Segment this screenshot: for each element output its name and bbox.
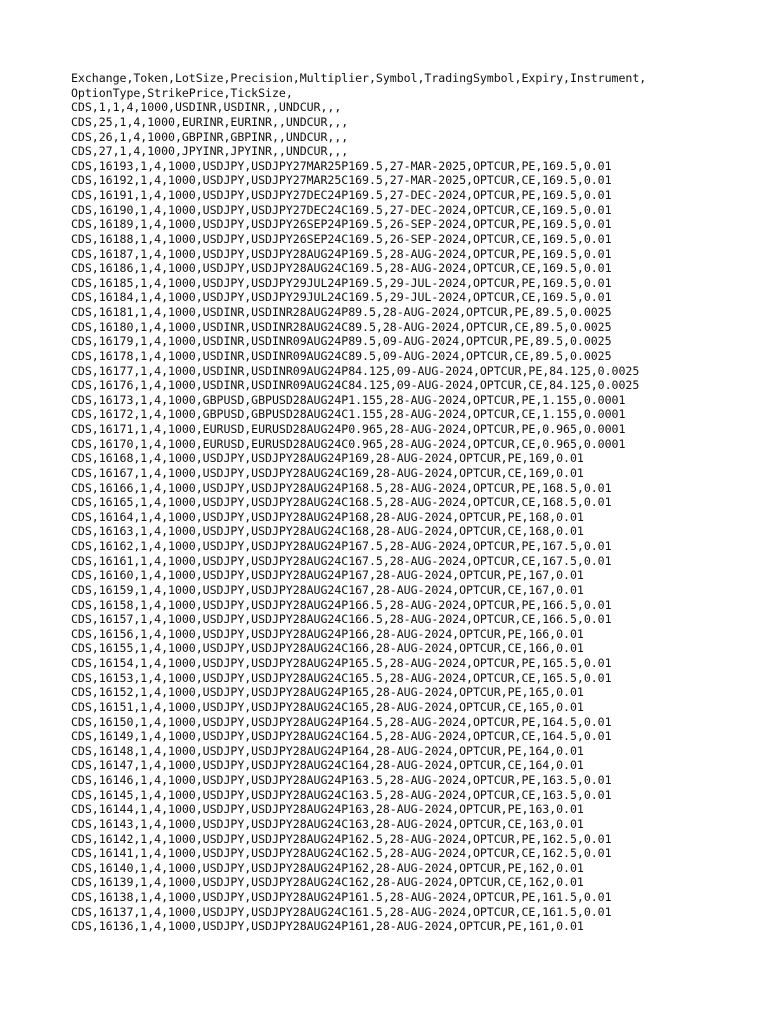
csv-row: CDS,16188,1,4,1000,USDJPY,USDJPY26SEP24C169.5,26-SEP-2024,OPTCUR,CE,169.5,0.01 <box>71 231 612 246</box>
csv-header-line: Exchange,Token,LotSize,Precision,Multiplier,Symbol,TradingSymbol,Expiry,Instrument, <box>71 71 647 85</box>
csv-row: CDS,16179,1,4,1000,USDINR,USDINR09AUG24P89.5,09-AUG-2024,OPTCUR,PE,89.5,0.0025 <box>71 334 612 349</box>
csv-row: CDS,16189,1,4,1000,USDJPY,USDJPY26SEP24P169.5,26-SEP-2024,OPTCUR,PE,169.5,0.01 <box>71 217 612 232</box>
csv-row: CDS,16177,1,4,1000,USDINR,USDINR09AUG24P84.125,09-AUG-2024,OPTCUR,PE,84.125,0.0025 <box>71 363 640 378</box>
csv-row: CDS,16176,1,4,1000,USDINR,USDINR09AUG24C84.125,09-AUG-2024,OPTCUR,CE,84.125,0.0025 <box>71 378 640 393</box>
csv-row: CDS,16153,1,4,1000,USDJPY,USDJPY28AUG24C165.5,28-AUG-2024,OPTCUR,CE,165.5,0.01 <box>71 670 612 685</box>
csv-row: CDS,16156,1,4,1000,USDJPY,USDJPY28AUG24P166,28-AUG-2024,OPTCUR,PE,166,0.01 <box>71 626 584 641</box>
csv-row: CDS,16151,1,4,1000,USDJPY,USDJPY28AUG24C165,28-AUG-2024,OPTCUR,CE,165,0.01 <box>71 699 584 714</box>
csv-row: CDS,16141,1,4,1000,USDJPY,USDJPY28AUG24C162.5,28-AUG-2024,OPTCUR,CE,162.5,0.01 <box>71 846 612 861</box>
csv-row: CDS,16147,1,4,1000,USDJPY,USDJPY28AUG24C164,28-AUG-2024,OPTCUR,CE,164,0.01 <box>71 758 584 773</box>
csv-row: CDS,16149,1,4,1000,USDJPY,USDJPY28AUG24C164.5,28-AUG-2024,OPTCUR,CE,164.5,0.01 <box>71 729 612 744</box>
csv-row: CDS,16192,1,4,1000,USDJPY,USDJPY27MAR25C169.5,27-MAR-2025,OPTCUR,CE,169.5,0.01 <box>71 173 612 188</box>
csv-document <box>71 71 761 934</box>
csv-row: CDS,16193,1,4,1000,USDJPY,USDJPY27MAR25P169.5,27-MAR-2025,OPTCUR,PE,169.5,0.01 <box>71 158 612 173</box>
csv-row: CDS,16190,1,4,1000,USDJPY,USDJPY27DEC24C169.5,27-DEC-2024,OPTCUR,CE,169.5,0.01 <box>71 202 612 217</box>
csv-row: CDS,16165,1,4,1000,USDJPY,USDJPY28AUG24C168.5,28-AUG-2024,OPTCUR,CE,168.5,0.01 <box>71 495 612 510</box>
csv-row: CDS,16187,1,4,1000,USDJPY,USDJPY28AUG24P169.5,28-AUG-2024,OPTCUR,PE,169.5,0.01 <box>71 246 612 261</box>
csv-row: CDS,1,1,4,1000,USDINR,USDINR,,UNDCUR,,, <box>71 100 342 115</box>
csv-row: CDS,16143,1,4,1000,USDJPY,USDJPY28AUG24C163,28-AUG-2024,OPTCUR,CE,163,0.01 <box>71 816 584 831</box>
csv-row: CDS,16138,1,4,1000,USDJPY,USDJPY28AUG24P161.5,28-AUG-2024,OPTCUR,PE,161.5,0.01 <box>71 890 612 904</box>
csv-row: CDS,16136,1,4,1000,USDJPY,USDJPY28AUG24P161,28-AUG-2024,OPTCUR,PE,161,0.01 <box>71 919 584 934</box>
csv-row: CDS,16152,1,4,1000,USDJPY,USDJPY28AUG24P165,28-AUG-2024,OPTCUR,PE,165,0.01 <box>71 685 584 700</box>
csv-row: CDS,16172,1,4,1000,GBPUSD,GBPUSD28AUG24C1.155,28-AUG-2024,OPTCUR,CE,1.155,0.0001 <box>71 407 626 422</box>
csv-row: CDS,16164,1,4,1000,USDJPY,USDJPY28AUG24P168,28-AUG-2024,OPTCUR,PE,168,0.01 <box>71 509 584 524</box>
csv-row: CDS,16157,1,4,1000,USDJPY,USDJPY28AUG24C166.5,28-AUG-2024,OPTCUR,CE,166.5,0.01 <box>71 612 612 627</box>
csv-row: CDS,16148,1,4,1000,USDJPY,USDJPY28AUG24P164,28-AUG-2024,OPTCUR,PE,164,0.01 <box>71 743 584 758</box>
csv-row: CDS,27,1,4,1000,JPYINR,JPYINR,,UNDCUR,,, <box>71 144 349 159</box>
csv-row: CDS,16158,1,4,1000,USDJPY,USDJPY28AUG24P166.5,28-AUG-2024,OPTCUR,PE,166.5,0.01 <box>71 597 612 612</box>
csv-row: CDS,16140,1,4,1000,USDJPY,USDJPY28AUG24P162,28-AUG-2024,OPTCUR,PE,162,0.01 <box>71 860 584 875</box>
csv-row: CDS,16139,1,4,1000,USDJPY,USDJPY28AUG24C162,28-AUG-2024,OPTCUR,CE,162,0.01 <box>71 875 584 890</box>
csv-header-line: OptionType,StrikePrice,TickSize, <box>71 85 293 100</box>
csv-row: CDS,16171,1,4,1000,EURUSD,EURUSD28AUG24P0.965,28-AUG-2024,OPTCUR,PE,0.965,0.0001 <box>71 422 626 436</box>
csv-row: CDS,16178,1,4,1000,USDINR,USDINR09AUG24C89.5,09-AUG-2024,OPTCUR,CE,89.5,0.0025 <box>71 348 612 363</box>
csv-row: CDS,16191,1,4,1000,USDJPY,USDJPY27DEC24P169.5,27-DEC-2024,OPTCUR,PE,169.5,0.01 <box>71 188 612 202</box>
csv-row: CDS,16162,1,4,1000,USDJPY,USDJPY28AUG24P167.5,28-AUG-2024,OPTCUR,PE,167.5,0.01 <box>71 539 612 553</box>
csv-row: CDS,16181,1,4,1000,USDINR,USDINR28AUG24P89.5,28-AUG-2024,OPTCUR,PE,89.5,0.0025 <box>71 305 612 319</box>
csv-row: CDS,16161,1,4,1000,USDJPY,USDJPY28AUG24C167.5,28-AUG-2024,OPTCUR,CE,167.5,0.01 <box>71 553 612 568</box>
csv-row: CDS,16173,1,4,1000,GBPUSD,GBPUSD28AUG24P1.155,28-AUG-2024,OPTCUR,PE,1.155,0.0001 <box>71 392 626 407</box>
csv-row: CDS,16159,1,4,1000,USDJPY,USDJPY28AUG24C167,28-AUG-2024,OPTCUR,CE,167,0.01 <box>71 582 584 597</box>
csv-row: CDS,16186,1,4,1000,USDJPY,USDJPY28AUG24C169.5,28-AUG-2024,OPTCUR,CE,169.5,0.01 <box>71 261 612 276</box>
csv-row: CDS,16160,1,4,1000,USDJPY,USDJPY28AUG24P167,28-AUG-2024,OPTCUR,PE,167,0.01 <box>71 568 584 583</box>
csv-row: CDS,16137,1,4,1000,USDJPY,USDJPY28AUG24C161.5,28-AUG-2024,OPTCUR,CE,161.5,0.01 <box>71 904 612 919</box>
csv-row: CDS,16167,1,4,1000,USDJPY,USDJPY28AUG24C169,28-AUG-2024,OPTCUR,CE,169,0.01 <box>71 465 584 480</box>
csv-row: CDS,16155,1,4,1000,USDJPY,USDJPY28AUG24C166,28-AUG-2024,OPTCUR,CE,166,0.01 <box>71 641 584 656</box>
csv-row: CDS,16144,1,4,1000,USDJPY,USDJPY28AUG24P163,28-AUG-2024,OPTCUR,PE,163,0.01 <box>71 802 584 817</box>
csv-row: CDS,16154,1,4,1000,USDJPY,USDJPY28AUG24P165.5,28-AUG-2024,OPTCUR,PE,165.5,0.01 <box>71 656 612 670</box>
csv-row: CDS,16142,1,4,1000,USDJPY,USDJPY28AUG24P162.5,28-AUG-2024,OPTCUR,PE,162.5,0.01 <box>71 831 612 846</box>
csv-row: CDS,16146,1,4,1000,USDJPY,USDJPY28AUG24P163.5,28-AUG-2024,OPTCUR,PE,163.5,0.01 <box>71 773 612 787</box>
csv-row: CDS,16166,1,4,1000,USDJPY,USDJPY28AUG24P168.5,28-AUG-2024,OPTCUR,PE,168.5,0.01 <box>71 480 612 495</box>
csv-row: CDS,16184,1,4,1000,USDJPY,USDJPY29JUL24C169.5,29-JUL-2024,OPTCUR,CE,169.5,0.01 <box>71 290 612 305</box>
csv-row: CDS,16163,1,4,1000,USDJPY,USDJPY28AUG24C168,28-AUG-2024,OPTCUR,CE,168,0.01 <box>71 524 584 539</box>
csv-row: CDS,26,1,4,1000,GBPINR,GBPINR,,UNDCUR,,, <box>71 129 349 144</box>
csv-row: CDS,16168,1,4,1000,USDJPY,USDJPY28AUG24P169,28-AUG-2024,OPTCUR,PE,169,0.01 <box>71 451 584 466</box>
csv-row: CDS,16185,1,4,1000,USDJPY,USDJPY29JUL24P169.5,29-JUL-2024,OPTCUR,PE,169.5,0.01 <box>71 275 612 290</box>
csv-row: CDS,16145,1,4,1000,USDJPY,USDJPY28AUG24C163.5,28-AUG-2024,OPTCUR,CE,163.5,0.01 <box>71 787 612 802</box>
csv-row: CDS,16150,1,4,1000,USDJPY,USDJPY28AUG24P164.5,28-AUG-2024,OPTCUR,PE,164.5,0.01 <box>71 714 612 729</box>
csv-row: CDS,25,1,4,1000,EURINR,EURINR,,UNDCUR,,, <box>71 114 349 129</box>
csv-row: CDS,16180,1,4,1000,USDINR,USDINR28AUG24C89.5,28-AUG-2024,OPTCUR,CE,89.5,0.0025 <box>71 319 612 334</box>
csv-row: CDS,16170,1,4,1000,EURUSD,EURUSD28AUG24C0.965,28-AUG-2024,OPTCUR,CE,0.965,0.0001 <box>71 436 626 451</box>
